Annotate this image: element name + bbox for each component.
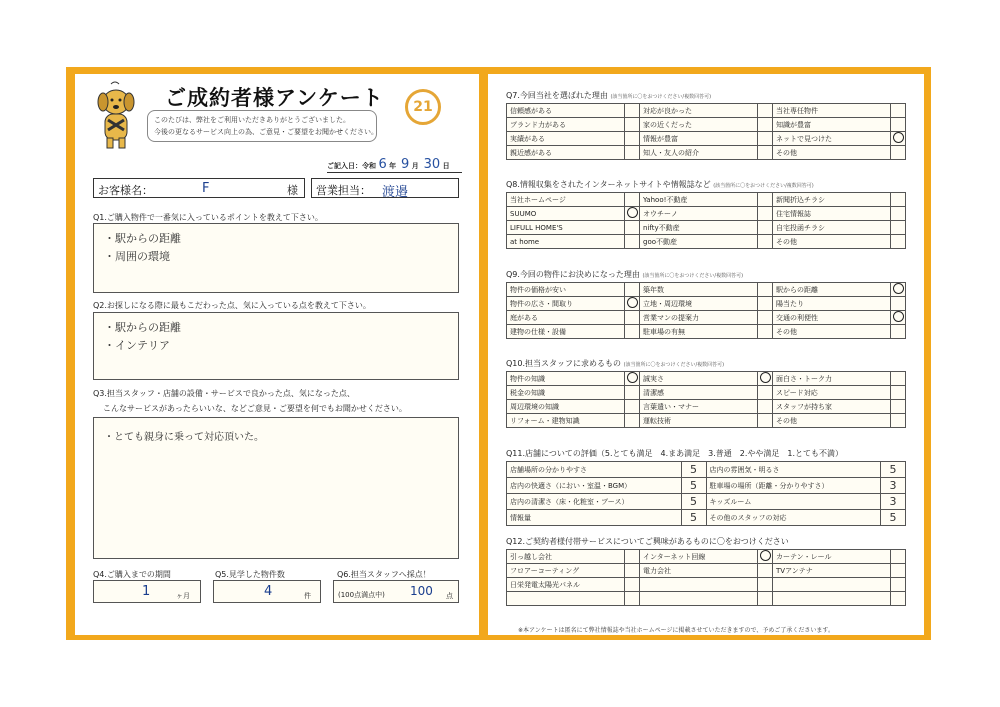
- q5-unit: 件: [304, 592, 311, 600]
- q8-row: [507, 235, 906, 249]
- q4-answer-box[interactable]: [93, 580, 201, 603]
- q9-option: その他: [773, 325, 891, 339]
- q10-checkbox[interactable]: [758, 400, 773, 414]
- customer-label: お客様名：: [98, 184, 153, 197]
- date-entry: [327, 157, 450, 172]
- q7-checkbox[interactable]: [758, 132, 773, 146]
- q6-value: 100: [410, 584, 433, 598]
- greeting-line-2: 今後の更なるサービス向上の為、ご意見・ご要望をお聞かせください。: [154, 128, 378, 136]
- q10-option: 言葉遣い・マナー: [640, 400, 758, 414]
- q7-checkbox[interactable]: [625, 146, 640, 160]
- q8-option: オウチーノ: [640, 207, 758, 221]
- q12-option: 引っ越し会社: [507, 550, 625, 564]
- q11-item: その他のスタッフの対応: [706, 510, 881, 526]
- q7-checkbox[interactable]: [625, 132, 640, 146]
- q11-row: [507, 462, 906, 478]
- q11-item: 店内の雰囲気・明るさ: [706, 462, 881, 478]
- greeting-bubble: [147, 110, 377, 142]
- q11-item: 駐車場の場所（距離・分かりやすさ）: [706, 478, 881, 494]
- q7-checkbox[interactable]: [758, 104, 773, 118]
- q10-row: [507, 400, 906, 414]
- q10-table: [506, 371, 906, 428]
- q8-checkbox[interactable]: [891, 207, 906, 221]
- circle-mark-icon: [627, 207, 638, 218]
- q12-option: [640, 592, 758, 606]
- q12-row: [507, 564, 906, 578]
- q7-checkbox[interactable]: [891, 118, 906, 132]
- q8-table: [506, 192, 906, 249]
- q4-unit: ヶ月: [176, 592, 190, 600]
- q12-checkbox[interactable]: [891, 592, 906, 606]
- q10-checkbox[interactable]: [758, 386, 773, 400]
- q10-checkbox[interactable]: [891, 400, 906, 414]
- q9-checkbox[interactable]: [758, 283, 773, 297]
- q8-option: 住宅情報誌: [773, 207, 891, 221]
- date-year[interactable]: 6: [378, 157, 387, 172]
- date-day[interactable]: 30: [423, 157, 441, 172]
- q12-checkbox[interactable]: [891, 564, 906, 578]
- date-underline: [327, 172, 462, 173]
- q9-checkbox[interactable]: [625, 283, 640, 297]
- q12-option: TVアンテナ: [773, 564, 891, 578]
- q2-answer-box[interactable]: [93, 312, 459, 380]
- q11-score[interactable]: 5: [681, 478, 706, 494]
- circle-mark-icon: [760, 550, 771, 561]
- staff-name-value: 渡邉: [382, 185, 409, 200]
- q12-option: [773, 578, 891, 592]
- q9-checkbox[interactable]: [891, 283, 906, 297]
- q11-item: キッズルーム: [706, 494, 881, 510]
- q1-answer-1: ・駅からの距離: [104, 232, 181, 245]
- q12-checkbox[interactable]: [625, 564, 640, 578]
- q7-checkbox[interactable]: [625, 118, 640, 132]
- q9-option: 建物の仕様・設備: [507, 325, 625, 339]
- q9-row: [507, 283, 906, 297]
- q6-answer-box[interactable]: [333, 580, 459, 603]
- q8-label: Q8.情報収集をされたインターネットサイトや情報誌など: [506, 180, 711, 189]
- q11-label: Q11.店舗についての評価（5.とても満足 4.まあ満足 3.普通 2.やや満足 1.とても不満）: [506, 449, 844, 458]
- q9-option: 駅からの距離: [773, 283, 891, 297]
- q8-note: (該当箇所に〇をおつけください/複数回答可): [713, 183, 814, 189]
- q7-row: [507, 132, 906, 146]
- q10-row: [507, 372, 906, 386]
- q8-checkbox[interactable]: [625, 207, 640, 221]
- circle-mark-icon: [893, 283, 904, 294]
- q8-option: SUUMO: [507, 207, 625, 221]
- q10-checkbox[interactable]: [891, 386, 906, 400]
- circle-mark-icon: [893, 132, 904, 143]
- survey-title: ご成約者様アンケート: [165, 86, 384, 110]
- q3-label-1: Q3.担当スタッフ・店舗の設備・サービスで良かった点、気になった点、: [93, 389, 355, 398]
- q7-option: ネットで見つけた: [773, 132, 891, 146]
- left-page: [75, 74, 479, 635]
- q7-checkbox[interactable]: [891, 132, 906, 146]
- circle-mark-icon: [893, 311, 904, 322]
- q9-heading: [506, 269, 743, 280]
- q12-row: [507, 550, 906, 564]
- q8-row: [507, 221, 906, 235]
- q10-checkbox[interactable]: [625, 400, 640, 414]
- q1-answer-box[interactable]: [93, 223, 459, 293]
- q8-row: [507, 193, 906, 207]
- q12-checkbox[interactable]: [891, 550, 906, 564]
- q10-label: Q10.担当スタッフに求めるもの: [506, 359, 622, 368]
- q11-row: [507, 494, 906, 510]
- q9-option: 物件の価格が安い: [507, 283, 625, 297]
- q12-checkbox[interactable]: [625, 550, 640, 564]
- q7-heading: [506, 90, 711, 101]
- q9-table: [506, 282, 906, 339]
- q9-checkbox[interactable]: [625, 311, 640, 325]
- q11-item: 店内の快適さ（におい・室温・BGM）: [507, 478, 682, 494]
- q9-option: 交通の利便性: [773, 311, 891, 325]
- q8-option: その他: [773, 235, 891, 249]
- date-year-unit: 年: [389, 162, 397, 170]
- q9-checkbox[interactable]: [758, 311, 773, 325]
- q11-score[interactable]: 5: [681, 462, 706, 478]
- q12-heading: [506, 536, 789, 547]
- q8-heading: [506, 179, 814, 190]
- q9-option: 営業マンの提案力: [640, 311, 758, 325]
- q12-checkbox[interactable]: [758, 578, 773, 592]
- q9-checkbox[interactable]: [758, 297, 773, 311]
- q11-score[interactable]: 5: [881, 510, 906, 526]
- q12-row: [507, 578, 906, 592]
- q11-row: [507, 510, 906, 526]
- q12-option: [507, 592, 625, 606]
- q7-option: 情報が豊富: [640, 132, 758, 146]
- q7-option: 知識が豊富: [773, 118, 891, 132]
- customer-name-value: F: [202, 181, 210, 196]
- q11-score[interactable]: 3: [881, 478, 906, 494]
- q5-label: Q5.見学した物件数: [215, 570, 285, 579]
- q7-option: 当社専任物件: [773, 104, 891, 118]
- q7-option: ブランド力がある: [507, 118, 625, 132]
- q5-value: 4: [264, 584, 273, 599]
- q7-option: その他: [773, 146, 891, 160]
- q8-option: nifty不動産: [640, 221, 758, 235]
- q2-answer-2: ・インテリア: [104, 339, 170, 352]
- q10-checkbox[interactable]: [625, 386, 640, 400]
- q10-checkbox[interactable]: [625, 372, 640, 386]
- q8-row: [507, 207, 906, 221]
- q8-checkbox[interactable]: [758, 221, 773, 235]
- q11-item: 情報量: [507, 510, 682, 526]
- q10-option: リフォーム・建物知識: [507, 414, 625, 428]
- q9-option: 陽当たり: [773, 297, 891, 311]
- q7-row: [507, 146, 906, 160]
- date-month[interactable]: 9: [401, 157, 410, 172]
- q8-option: LIFULL HOME'S: [507, 221, 625, 235]
- q10-heading: [506, 358, 724, 369]
- q10-option: 物件の知識: [507, 372, 625, 386]
- q7-option: 親近感がある: [507, 146, 625, 160]
- q8-checkbox[interactable]: [758, 207, 773, 221]
- q7-checkbox[interactable]: [758, 118, 773, 132]
- q12-option: 電力会社: [640, 564, 758, 578]
- q9-checkbox[interactable]: [758, 325, 773, 339]
- q3-answer-box[interactable]: [93, 417, 459, 559]
- customer-suffix: 様: [287, 184, 298, 197]
- q10-option: 税金の知識: [507, 386, 625, 400]
- q12-row: [507, 592, 906, 606]
- q3-answer: ・とても親身に乗って対応頂いた。: [104, 432, 264, 443]
- q10-row: [507, 414, 906, 428]
- q11-item: 店内の清潔さ（床・化粧室・ブース）: [507, 494, 682, 510]
- q12-checkbox[interactable]: [625, 592, 640, 606]
- q8-checkbox[interactable]: [891, 193, 906, 207]
- q11-table: [506, 461, 906, 526]
- q8-checkbox[interactable]: [891, 221, 906, 235]
- q9-checkbox[interactable]: [625, 325, 640, 339]
- q5-answer-box[interactable]: [213, 580, 321, 603]
- q2-answer-1: ・駅からの距離: [104, 321, 181, 334]
- q8-checkbox[interactable]: [891, 235, 906, 249]
- date-label: ご記入日：令和: [327, 162, 376, 170]
- q10-option: 誠実さ: [640, 372, 758, 386]
- q9-option: 築年数: [640, 283, 758, 297]
- q11-heading: [506, 448, 843, 459]
- q10-checkbox[interactable]: [625, 414, 640, 428]
- circle-mark-icon: [627, 372, 638, 383]
- q10-checkbox[interactable]: [758, 414, 773, 428]
- q10-checkbox[interactable]: [891, 372, 906, 386]
- greeting-line-1: このたびは、弊社をご利用いただきありがとうございました。: [154, 116, 350, 124]
- q7-option: 知人・友人の紹介: [640, 146, 758, 160]
- q7-note: (該当箇所に〇をおつけください/複数回答可): [610, 94, 712, 100]
- q1-answer-2: ・周囲の環境: [104, 250, 170, 263]
- q10-checkbox[interactable]: [891, 414, 906, 428]
- q12-option: [773, 592, 891, 606]
- staff-label: 営業担当：: [316, 184, 371, 197]
- q12-option: 日栄発電太陽光パネル: [507, 578, 625, 592]
- q9-checkbox[interactable]: [891, 297, 906, 311]
- q11-row: [507, 478, 906, 494]
- q8-checkbox[interactable]: [758, 193, 773, 207]
- q11-score[interactable]: 5: [681, 510, 706, 526]
- century21-logo: 21: [405, 89, 441, 125]
- circle-mark-icon: [627, 297, 638, 308]
- q8-option: at home: [507, 235, 625, 249]
- q11-item: 店舗場所の分かりやすさ: [507, 462, 682, 478]
- q8-checkbox[interactable]: [625, 193, 640, 207]
- q7-option: 信頼感がある: [507, 104, 625, 118]
- footer-note: ※本アンケートは匿名にて弊社情報誌や当社ホームページに掲載させていただきますので、予めご了承くださいます。: [518, 627, 834, 634]
- dog-mascot-icon: [93, 80, 139, 150]
- q12-checkbox[interactable]: [625, 578, 640, 592]
- q9-option: 庭がある: [507, 311, 625, 325]
- q10-checkbox[interactable]: [758, 372, 773, 386]
- q8-option: 新聞折込チラシ: [773, 193, 891, 207]
- q1-label: Q1.ご購入物件で一番気に入っているポイントを教えて下さい。: [93, 213, 323, 222]
- q12-option: カーテン・レール: [773, 550, 891, 564]
- q10-option: 面白さ・トーク力: [773, 372, 891, 386]
- q9-row: [507, 311, 906, 325]
- q9-checkbox[interactable]: [625, 297, 640, 311]
- date-day-unit: 日: [442, 162, 450, 170]
- staff-name-field[interactable]: [311, 178, 459, 198]
- q10-option: 周辺環境の知識: [507, 400, 625, 414]
- q3-label-2: こんなサービスがあったらいいな、などご意見・ご要望を何でもお聞かせください。: [103, 404, 407, 413]
- q4-value: 1: [142, 584, 151, 599]
- q12-checkbox[interactable]: [758, 592, 773, 606]
- date-month-unit: 月: [411, 162, 419, 170]
- q7-row: [507, 104, 906, 118]
- q12-option: フロアーコーティング: [507, 564, 625, 578]
- q12-option: [640, 578, 758, 592]
- q2-label: Q2.お探しになる際に最もこだわった点、気に入っている点を教えて下さい。: [93, 301, 371, 310]
- q7-label: Q7.今回当社を選ばれた理由: [506, 91, 608, 100]
- q9-row: [507, 325, 906, 339]
- right-page: [488, 74, 924, 635]
- q6-label: Q6.担当スタッフへ採点！: [337, 570, 431, 579]
- q9-option: 物件の広さ・間取り: [507, 297, 625, 311]
- q6-unit: 点: [446, 592, 453, 600]
- q7-checkbox[interactable]: [891, 146, 906, 160]
- q8-option: 当社ホームページ: [507, 193, 625, 207]
- q6-prefix: (100点満点中): [338, 591, 385, 599]
- circle-mark-icon: [760, 372, 771, 383]
- q12-checkbox[interactable]: [758, 550, 773, 564]
- q7-row: [507, 118, 906, 132]
- q8-checkbox[interactable]: [758, 235, 773, 249]
- q11-score[interactable]: 3: [881, 494, 906, 510]
- q10-option: 運転技術: [640, 414, 758, 428]
- q10-option: その他: [773, 414, 891, 428]
- q7-table: [506, 103, 906, 160]
- q9-option: 立地・周辺環境: [640, 297, 758, 311]
- q9-checkbox[interactable]: [891, 325, 906, 339]
- q8-checkbox[interactable]: [625, 221, 640, 235]
- q8-option: 自宅投函チラシ: [773, 221, 891, 235]
- q7-checkbox[interactable]: [625, 104, 640, 118]
- q8-option: goo不動産: [640, 235, 758, 249]
- q7-checkbox[interactable]: [891, 104, 906, 118]
- q4-label: Q4.ご購入までの期間: [93, 570, 171, 579]
- q8-checkbox[interactable]: [625, 235, 640, 249]
- q12-label: Q12.ご契約者様付帯サービスについてご興味があるものに〇をおつけください: [506, 537, 789, 546]
- customer-name-field[interactable]: [93, 178, 305, 198]
- q9-checkbox[interactable]: [891, 311, 906, 325]
- q11-score[interactable]: 5: [881, 462, 906, 478]
- q10-option: スタッフが持ち家: [773, 400, 891, 414]
- q10-option: 清潔感: [640, 386, 758, 400]
- q12-table: [506, 549, 906, 606]
- q7-option: 家の近くだった: [640, 118, 758, 132]
- q12-checkbox[interactable]: [758, 564, 773, 578]
- q10-row: [507, 386, 906, 400]
- q9-note: (該当箇所に〇をおつけください/複数回答可): [642, 273, 744, 279]
- q9-option: 駐車場の有無: [640, 325, 758, 339]
- q9-row: [507, 297, 906, 311]
- q7-checkbox[interactable]: [758, 146, 773, 160]
- q11-score[interactable]: 5: [681, 494, 706, 510]
- q12-checkbox[interactable]: [891, 578, 906, 592]
- q10-option: スピード対応: [773, 386, 891, 400]
- q10-note: (該当箇所に〇をおつけください/複数回答可): [623, 362, 725, 368]
- q8-option: Yahoo!不動産: [640, 193, 758, 207]
- q12-option: インターネット回線: [640, 550, 758, 564]
- q9-label: Q9.今回の物件にお決めになった理由: [506, 270, 640, 279]
- q7-option: 実績がある: [507, 132, 625, 146]
- q7-option: 対応が良かった: [640, 104, 758, 118]
